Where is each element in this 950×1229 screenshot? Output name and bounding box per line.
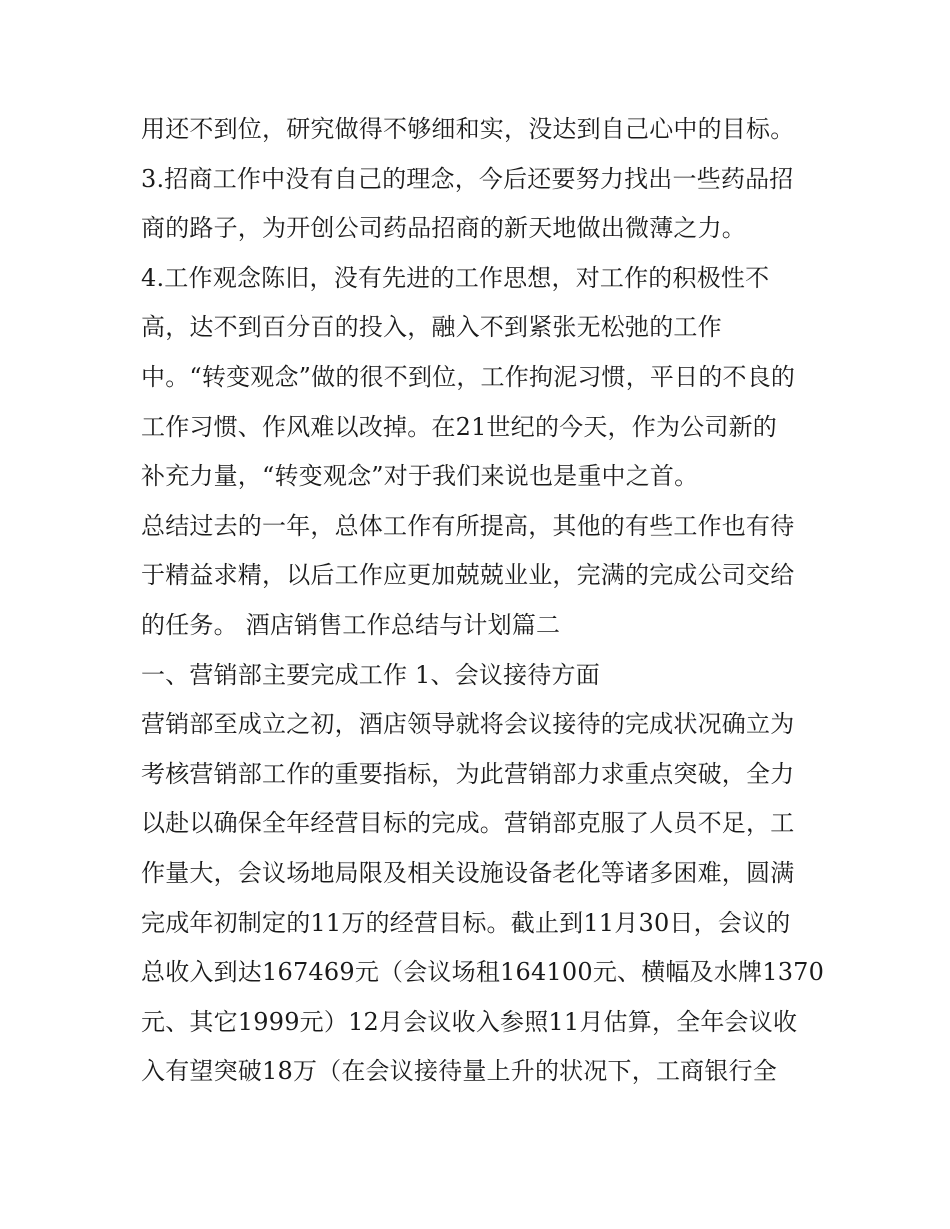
text-line-4: 4.工作观念陈旧，没有先进的工作思想，对工作的积极性不 — [141, 263, 770, 292]
text-line-19: 元、其它1999元）12月会议收入参照11月估算，全年会议收 — [141, 1007, 798, 1036]
text-line-10: 于精益求精，以后工作应更加兢兢业业，完满的完成公司交给 — [141, 561, 795, 590]
text-line-14: 考核营销部工作的重要指标，为此营销部力求重点突破，全力 — [141, 759, 795, 788]
text-line-6: 中。“转变观念”做的很不到位，工作拘泥习惯，平日的不良的 — [141, 362, 796, 391]
text-line-3: 商的路子，为开创公司药品招商的新天地做出微薄之力。 — [141, 214, 746, 243]
text-line-13: 营销部至成立之初，酒店领导就将会议接待的完成状况确立为 — [141, 710, 795, 739]
text-line-2: 3.招商工作中没有自己的理念，今后还要努力找出一些药品招 — [141, 164, 794, 193]
text-line-11: 的任务。 酒店销售工作总结与计划篇二 — [141, 610, 561, 639]
text-line-7: 工作习惯、作风难以改掉。在21世纪的今天，作为公司新的 — [141, 412, 777, 441]
text-line-20: 入有望突破18万（在会议接待量上升的状况下，工商银行全 — [141, 1057, 777, 1086]
section-heading: 一、营销部主要完成工作 1、会议接待方面 — [141, 660, 600, 689]
text-line-9: 总结过去的一年，总体工作有所提高，其他的有些工作也有待 — [141, 511, 795, 540]
text-line-15: 以赴以确保全年经营目标的完成。营销部克服了人员不足，工 — [141, 809, 795, 838]
text-line-1: 用还不到位，研究做得不够细和实，没达到自己心中的目标。 — [141, 115, 795, 143]
text-line-5: 高，达不到百分百的投入，融入不到紧张无松弛的工作 — [141, 313, 722, 342]
document-body — [141, 105, 825, 1097]
text-line-8: 补充力量，“转变观念”对于我们来说也是重中之首。 — [141, 462, 699, 491]
text-line-16: 作量大，会议场地局限及相关设施设备老化等诸多困难，圆满 — [141, 858, 795, 887]
text-line-17: 完成年初制定的11万的经营目标。截止到11月30日，会议的 — [141, 908, 791, 937]
text-line-18: 总收入到达167469元（会议场租164100元、横幅及水牌1370 — [141, 958, 825, 987]
